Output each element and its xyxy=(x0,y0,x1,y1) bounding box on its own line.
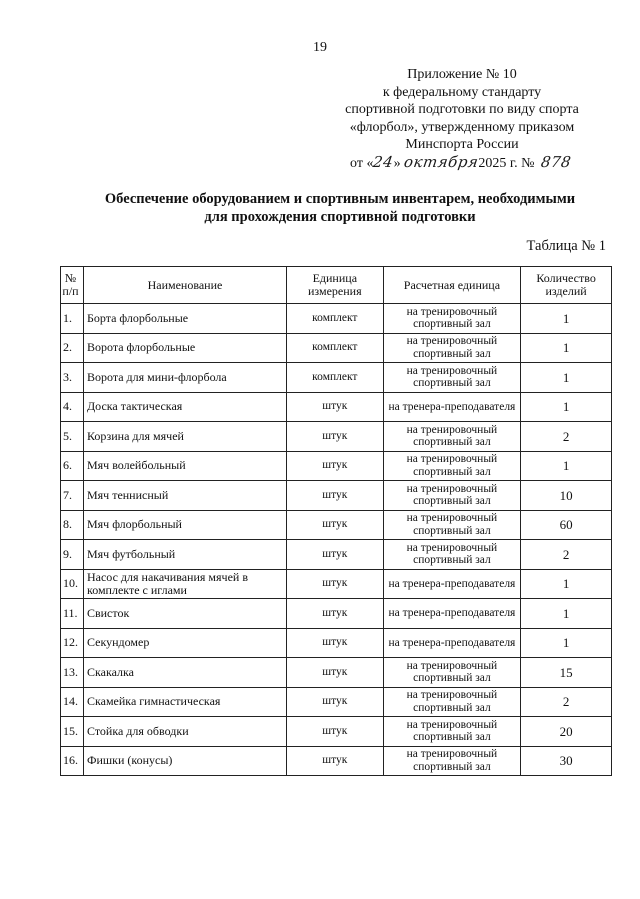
row-calc: на тренера-преподавателя xyxy=(383,628,521,658)
row-unit: штук xyxy=(286,510,383,540)
row-name: Насос для накачивания мячей в комплекте с иглами xyxy=(83,569,286,599)
page-number: 19 xyxy=(313,40,327,55)
row-num: 13. xyxy=(61,658,84,688)
order-day-handwritten: 24 xyxy=(372,152,395,171)
row-num: 15. xyxy=(61,717,84,747)
row-qty: 1 xyxy=(521,304,612,334)
appendix-title: Приложение № 10 xyxy=(407,67,517,82)
row-qty: 20 xyxy=(521,717,612,747)
row-unit: штук xyxy=(286,481,383,511)
row-name: Мяч волейбольный xyxy=(83,451,286,481)
row-num: 12. xyxy=(61,628,84,658)
row-qty: 15 xyxy=(521,658,612,688)
row-unit: штук xyxy=(286,422,383,452)
appendix-header xyxy=(322,66,602,172)
row-num: 3. xyxy=(61,363,84,393)
row-qty: 1 xyxy=(521,599,612,629)
table-row xyxy=(61,392,612,422)
row-name: Скамейка гимнастическая xyxy=(83,687,286,717)
row-calc: на тренировочный спортивный зал xyxy=(383,451,521,481)
row-qty: 2 xyxy=(521,422,612,452)
row-unit: штук xyxy=(286,392,383,422)
row-calc: на тренировочный спортивный зал xyxy=(383,304,521,334)
row-num: 2. xyxy=(61,333,84,363)
row-name: Секундомер xyxy=(83,628,286,658)
row-name: Мяч флорбольный xyxy=(83,510,286,540)
row-calc: на тренера-преподавателя xyxy=(383,392,521,422)
appendix-line-4: «флорбол», утвержденному приказом xyxy=(349,119,575,135)
row-name: Фишки (конусы) xyxy=(83,746,286,776)
title-line-1: Обеспечение оборудованием и спортивным инвентарем, необходимыми xyxy=(104,191,576,207)
row-calc: на тренировочный спортивный зал xyxy=(383,422,521,452)
table-row xyxy=(61,363,612,393)
header-num: № п/п xyxy=(61,267,84,304)
order-month-handwritten: октября xyxy=(402,152,480,171)
row-num: 5. xyxy=(61,422,84,452)
row-num: 4. xyxy=(61,392,84,422)
appendix-line-3: спортивной подготовки по виду спорта xyxy=(345,102,579,117)
row-num: 7. xyxy=(61,481,84,511)
table-row xyxy=(61,599,612,629)
row-calc: на тренировочный спортивный зал xyxy=(383,333,521,363)
table-row xyxy=(61,333,612,363)
table-header-row xyxy=(61,267,612,304)
row-num: 14. xyxy=(61,687,84,717)
row-num: 10. xyxy=(61,569,84,599)
row-name: Мяч теннисный xyxy=(83,481,286,511)
header-unit: Единица измерения xyxy=(286,267,383,304)
row-calc: на тренировочный спортивный зал xyxy=(383,363,521,393)
table-row xyxy=(61,540,612,570)
table-row xyxy=(61,481,612,511)
row-calc: на тренировочный спортивный зал xyxy=(383,746,521,776)
row-name: Стойка для обводки xyxy=(83,717,286,747)
row-qty: 1 xyxy=(521,333,612,363)
row-qty: 10 xyxy=(521,481,612,511)
row-num: 16. xyxy=(61,746,84,776)
row-name: Доска тактическая xyxy=(83,392,286,422)
table-row xyxy=(61,422,612,452)
row-name: Ворота для мини-флорбола xyxy=(83,363,286,393)
header-name: Наименование xyxy=(83,267,286,304)
row-unit: штук xyxy=(286,569,383,599)
row-qty: 1 xyxy=(521,363,612,393)
row-calc: на тренировочный спортивный зал xyxy=(383,510,521,540)
row-name: Корзина для мячей xyxy=(83,422,286,452)
table-row xyxy=(61,510,612,540)
order-prefix: от « xyxy=(350,155,374,171)
row-num: 11. xyxy=(61,599,84,629)
row-qty: 1 xyxy=(521,628,612,658)
row-unit: штук xyxy=(286,717,383,747)
table-row xyxy=(61,304,612,334)
table-row xyxy=(61,746,612,776)
row-unit: штук xyxy=(286,540,383,570)
row-calc: на тренировочный спортивный зал xyxy=(383,481,521,511)
row-name: Борта флорбольные xyxy=(83,304,286,334)
row-unit: комплект xyxy=(286,363,383,393)
row-calc: на тренировочный спортивный зал xyxy=(383,687,521,717)
row-unit: штук xyxy=(286,658,383,688)
row-qty: 60 xyxy=(521,510,612,540)
row-qty: 2 xyxy=(521,540,612,570)
table-row xyxy=(61,717,612,747)
row-qty: 30 xyxy=(521,746,612,776)
order-line xyxy=(322,154,602,173)
table-row xyxy=(61,628,612,658)
table-caption: Таблица № 1 xyxy=(526,238,606,254)
row-name: Свисток xyxy=(83,599,286,629)
row-qty: 1 xyxy=(521,392,612,422)
row-name: Мяч футбольный xyxy=(83,540,286,570)
row-calc: на тренировочный спортивный зал xyxy=(383,540,521,570)
table-row xyxy=(61,569,612,599)
document-title xyxy=(60,190,620,226)
row-calc: на тренера-преподавателя xyxy=(383,569,521,599)
order-year: 2025 г. № xyxy=(478,155,535,171)
row-num: 6. xyxy=(61,451,84,481)
equipment-table xyxy=(60,266,612,776)
row-calc: на тренировочный спортивный зал xyxy=(383,717,521,747)
row-qty: 1 xyxy=(521,451,612,481)
appendix-line-2: к федеральному стандарту xyxy=(382,84,542,100)
row-num: 9. xyxy=(61,540,84,570)
row-qty: 1 xyxy=(521,569,612,599)
row-qty: 2 xyxy=(521,687,612,717)
header-qty: Количество изделий xyxy=(521,267,612,304)
table-row xyxy=(61,451,612,481)
row-unit: штук xyxy=(286,599,383,629)
header-calc: Расчетная единица xyxy=(383,267,521,304)
table-row xyxy=(61,687,612,717)
row-unit: штук xyxy=(286,451,383,481)
title-line-2: для прохождения спортивной подготовки xyxy=(204,209,476,225)
row-num: 8. xyxy=(61,510,84,540)
row-name: Ворота флорбольные xyxy=(83,333,286,363)
row-name: Скакалка xyxy=(83,658,286,688)
order-number-handwritten: 878 xyxy=(539,152,573,171)
table-row xyxy=(61,658,612,688)
row-unit: штук xyxy=(286,687,383,717)
order-mid: » xyxy=(393,155,401,171)
row-calc: на тренера-преподавателя xyxy=(383,599,521,629)
row-unit: штук xyxy=(286,628,383,658)
row-unit: комплект xyxy=(286,304,383,334)
row-unit: комплект xyxy=(286,333,383,363)
row-num: 1. xyxy=(61,304,84,334)
row-unit: штук xyxy=(286,746,383,776)
row-calc: на тренировочный спортивный зал xyxy=(383,658,521,688)
appendix-line-5: Минспорта России xyxy=(405,137,519,152)
